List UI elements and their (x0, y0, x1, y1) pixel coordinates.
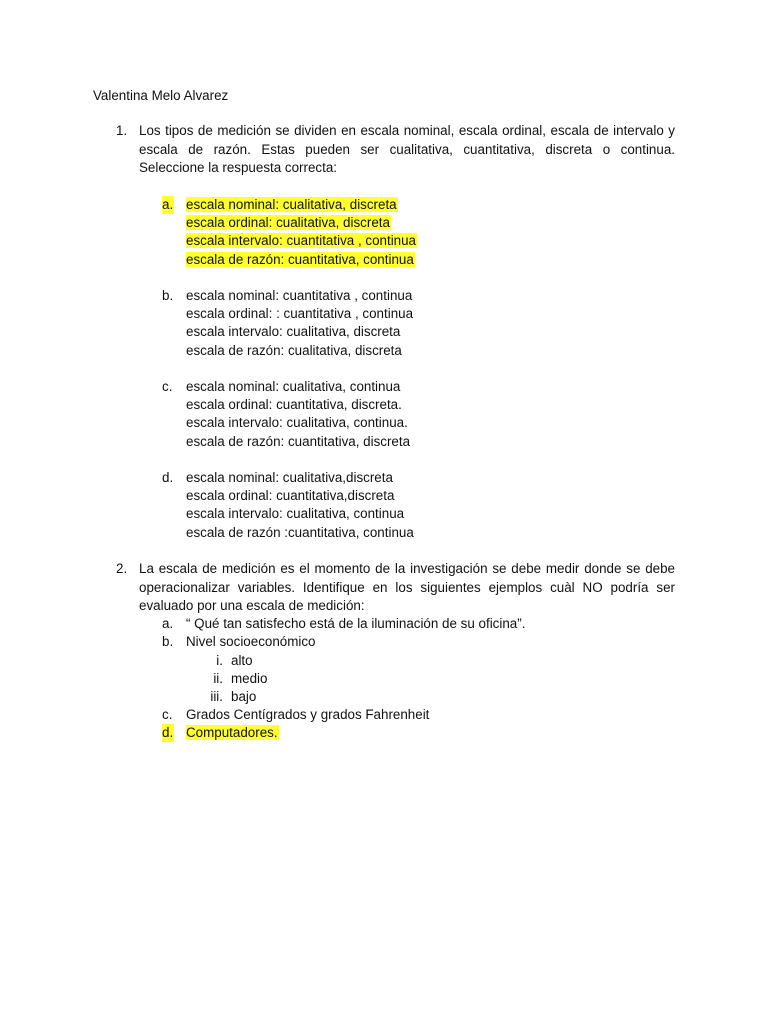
option-line: escala de razón: cualitativa, discreta (186, 342, 402, 358)
option-line: escala de razón: cuantitativa, continua (186, 251, 414, 267)
option-line: escala nominal: cualitativa, discreta (186, 197, 397, 212)
q2-b-subitem-i (191, 652, 391, 670)
option-letter: c. (162, 379, 173, 394)
question-text: La escala de medición es el momento de la investigación se debe medir donde se debe operacionalizar variables. Identifique en los siguientes ejemplos cuàl NO podría ser evaluado por una escala de medición: (139, 561, 675, 613)
option-letter: a. (162, 196, 174, 214)
roman-numeral: ii. (213, 671, 223, 686)
option-letter: d. (162, 724, 174, 742)
subitem-text: alto (231, 653, 253, 668)
q2-option-b (162, 633, 662, 651)
option-line: escala ordinal: cualitativa, discreta (186, 215, 390, 231)
option-line: escala nominal: cualitativa, continua (186, 379, 401, 394)
q1-option-c (162, 378, 482, 451)
q1-option-b (162, 287, 482, 360)
option-line: escala ordinal: : cuantitativa , continua (186, 306, 414, 322)
q2-option-c (162, 706, 662, 724)
option-text: Nivel socioeconómico (186, 634, 316, 649)
question-2 (93, 560, 675, 616)
option-line: escala de razón :cuantitativa, continua (186, 524, 414, 540)
option-line: escala nominal: cuantitativa , continua (186, 288, 413, 303)
roman-numeral: iii. (210, 689, 223, 704)
author-name: Valentina Melo Alvarez (93, 88, 229, 103)
option-letter: b. (162, 634, 174, 649)
option-line: escala ordinal: cuantitativa, discreta. (186, 397, 402, 413)
q2-option-a (162, 615, 662, 633)
subitem-text: medio (231, 671, 268, 686)
question-number: 2. (116, 561, 128, 576)
question-text: Los tipos de medición se dividen en escala nominal, escala ordinal, escala de intervalo y escala de razón. Estas pueden ser cualitativa, cuantitativa, discreta o continua. Seleccione la respuesta correcta: (139, 123, 675, 175)
q1-option-a (162, 196, 482, 269)
subitem-text: bajo (231, 689, 257, 704)
q2-b-subitem-ii (191, 670, 391, 688)
option-line: escala intervalo: cualitativa, continua (186, 506, 405, 522)
option-line: escala nominal: cualitativa,discreta (186, 470, 393, 485)
option-letter: c. (162, 707, 173, 722)
question-number: 1. (116, 123, 128, 138)
option-line: escala intervalo: cuantitativa , continua (186, 233, 417, 249)
q1-option-d (162, 469, 482, 542)
option-text: “ Qué tan satisfecho está de la iluminación de su oficina”. (186, 616, 526, 631)
option-line: escala ordinal: cuantitativa,discreta (186, 488, 395, 504)
option-letter: a. (162, 616, 174, 631)
q2-b-subitem-iii (191, 688, 391, 706)
q2-option-d (162, 724, 662, 742)
option-line: escala intervalo: cualitativa, continua. (186, 415, 408, 431)
option-line: escala intervalo: cualitativa, discreta (186, 324, 401, 340)
option-text: Grados Centígrados y grados Fahrenheit (186, 707, 430, 722)
option-letter: d. (162, 470, 174, 485)
option-line: escala de razón: cuantitativa, discreta (186, 433, 411, 449)
option-text: Computadores. (186, 725, 278, 740)
question-1 (93, 122, 675, 178)
roman-numeral: i. (216, 653, 223, 668)
option-letter: b. (162, 288, 174, 303)
